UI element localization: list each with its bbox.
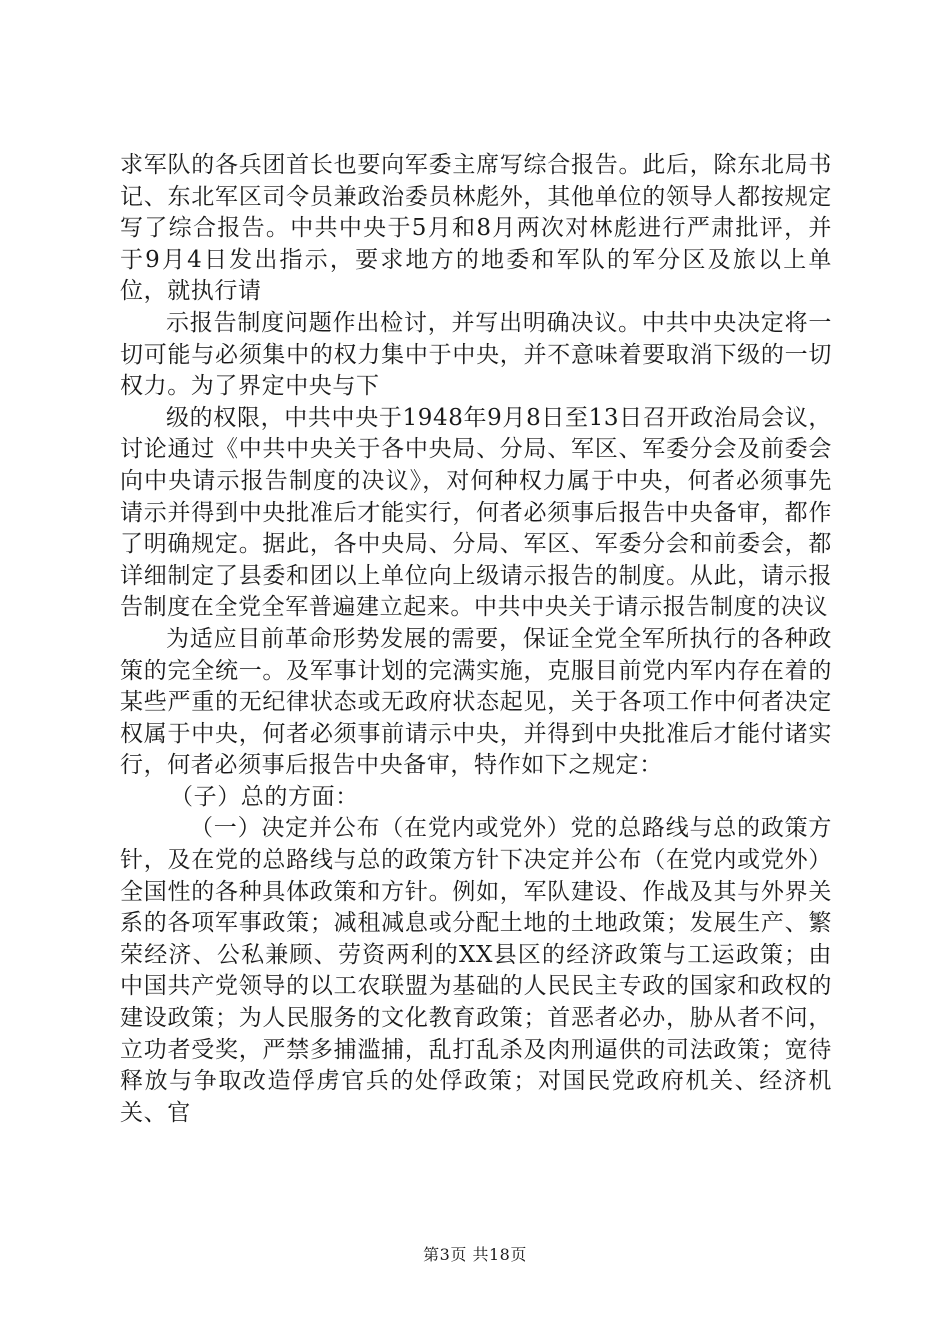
page-total: 共18页 [472,1245,527,1264]
paragraph-4: 为适应目前革命形势发展的需要，保证全党全军所执行的各种政策的完全统一。及军事计划的完满实施，克服目前党内军内存在着的某些严重的无纪律状态或无政府状态起见，关于各项工作中何者决定权属于中央，何者必须事前请示中央，并得到中央批准后才能付诸实行，何者必须事后报告中央备审，特作如下之规定： [120,625,832,779]
page-number: 第3页 [423,1245,467,1264]
document-body [120,150,832,1129]
section-heading: （子）总的方面： [170,783,359,810]
paragraph-item-1: （一）决定并公布（在党内或党外）党的总路线与总的政策方针，及在党的总路线与总的政策方针下决定并公布（在党内或党外）全国性的各种具体政策和方针。例如，军队建设、作战及其与外界关系的各项军事政策；减租减息或分配土地的土地政策；发展生产、繁荣经济、公私兼顾、劳资两利的XX县区的经济政策与工运政策；由中国共产党领导的以工农联盟为基础的人民民主专政的国家和政权的建设政策；为人民服务的文化教育政策；首恶者必办，胁从者不问，立功者受奖，严禁多捕滥捕，乱打乱杀及肉刑逼供的司法政策；宽待释放与争取改造俘虏官兵的处俘政策；对国民党政府机关、经济机关、官 [120,815,832,1126]
paragraph-2: 示报告制度问题作出检讨，并写出明确决议。中共中央决定将一切可能与必须集中的权力集中于中央，并不意味着要取消下级的一切权力。为了界定中央与下 [120,309,832,400]
paragraph-1: 求军队的各兵团首长也要向军委主席写综合报告。此后，除东北局书记、东北军区司令员兼政治委员林彪外，其他单位的领导人都按规定写了综合报告。中共中央于5月和8月两次对林彪进行严肃批评，并于9月4日发出指示，要求地方的地委和军队的军分区及旅以上单位，就执行请 [120,152,832,305]
page-footer [0,1245,950,1265]
paragraph-3: 级的权限，中共中央于1948年9月8日至13日召开政治局会议，讨论通过《中共中央关于各中央局、分局、军区、军委分会及前委会向中央请示报告制度的决议》，对何种权力属于中央，何者必须事先请示并得到中央批准后才能实行，何者必须事后报告中央备审，都作了明确规定。据此，各中央局、分局、军区、军委分会和前委会，都详细制定了县委和团以上单位向上级请示报告的制度。从此，请示报告制度在全党全军普遍建立起来。中共中央关于请示报告制度的决议 [120,404,832,621]
